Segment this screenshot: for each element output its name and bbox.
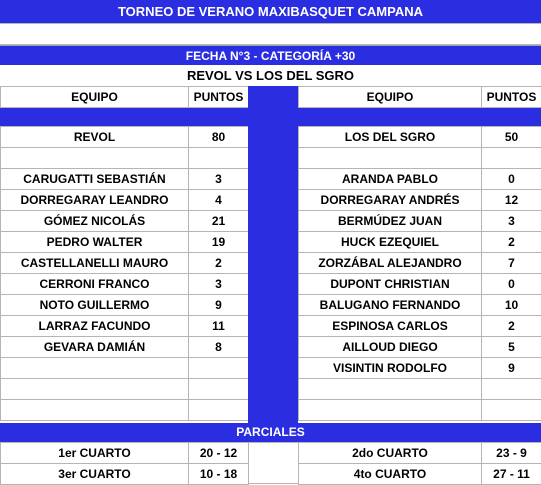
- left-player-row: [1, 190, 249, 211]
- right-team-table: [298, 86, 541, 108]
- right-player-name: VISINTIN RODOLFO: [299, 358, 482, 379]
- left-team-header: EQUIPO: [1, 87, 189, 108]
- right-player-row: [299, 379, 541, 400]
- right-player-name: DUPONT CHRISTIAN: [299, 274, 482, 295]
- left-roster: [0, 126, 249, 421]
- left-player-points: 19: [189, 232, 249, 253]
- left-player-row: [1, 232, 249, 253]
- right-player-name: ZORZÁBAL ALEJANDRO: [299, 253, 482, 274]
- right-points-header: PUNTOS: [482, 87, 541, 108]
- left-player-row: [1, 211, 249, 232]
- q1-label: 1er CUARTO: [1, 443, 189, 464]
- left-team-table: [0, 86, 249, 108]
- left-player-name: CASTELLANELLI MAURO: [1, 253, 189, 274]
- left-player-points: 8: [189, 337, 249, 358]
- right-player-row: [299, 400, 541, 421]
- left-player-points: [189, 400, 249, 421]
- center-divider-bar: [248, 86, 298, 423]
- left-player-points: 21: [189, 211, 249, 232]
- parciales-banner: PARCIALES: [0, 423, 541, 442]
- right-player-name: [299, 379, 482, 400]
- left-player-name: PEDRO WALTER: [1, 232, 189, 253]
- left-player-row: [1, 295, 249, 316]
- left-player-name: [1, 400, 189, 421]
- q4-score: 27 - 11: [482, 464, 541, 485]
- left-team-name: REVOL: [1, 127, 189, 148]
- right-player-points: 0: [482, 169, 541, 190]
- right-team-total-row: [299, 127, 541, 148]
- right-player-row: [299, 211, 541, 232]
- right-player-points: 2: [482, 316, 541, 337]
- right-player-row: [299, 190, 541, 211]
- q2-score: 23 - 9: [482, 443, 541, 464]
- quarter-row: [1, 464, 249, 485]
- quarter-row: [1, 443, 249, 464]
- left-player-name: DORREGARAY LEANDRO: [1, 190, 189, 211]
- left-player-name: [1, 358, 189, 379]
- left-player-points: [189, 379, 249, 400]
- right-player-name: ARANDA PABLO: [299, 169, 482, 190]
- right-player-points: 7: [482, 253, 541, 274]
- left-player-row: [1, 169, 249, 190]
- empty-cell: [482, 148, 541, 169]
- right-player-points: 12: [482, 190, 541, 211]
- divider: [0, 23, 541, 24]
- left-player-points: 11: [189, 316, 249, 337]
- left-player-points: [189, 358, 249, 379]
- right-player-row: [299, 253, 541, 274]
- q3-score: 10 - 18: [189, 464, 249, 485]
- left-player-name: GEVARA DAMIÁN: [1, 337, 189, 358]
- right-player-row: [299, 337, 541, 358]
- right-team-header: EQUIPO: [299, 87, 482, 108]
- right-player-row: [299, 295, 541, 316]
- left-player-name: [1, 379, 189, 400]
- empty-cell: [299, 148, 482, 169]
- right-player-row: [299, 316, 541, 337]
- right-player-row: [299, 169, 541, 190]
- right-player-points: 2: [482, 232, 541, 253]
- tournament-title: TORNEO DE VERANO MAXIBASQUET CAMPANA: [0, 0, 541, 23]
- right-player-row: [299, 358, 541, 379]
- left-player-name: GÓMEZ NICOLÁS: [1, 211, 189, 232]
- left-player-name: NOTO GUILLERMO: [1, 295, 189, 316]
- left-player-points: 9: [189, 295, 249, 316]
- empty-cell: [1, 148, 189, 169]
- right-player-points: 0: [482, 274, 541, 295]
- left-points-header: PUNTOS: [189, 87, 249, 108]
- right-player-points: 5: [482, 337, 541, 358]
- left-player-points: 2: [189, 253, 249, 274]
- q1-score: 20 - 12: [189, 443, 249, 464]
- right-player-points: [482, 379, 541, 400]
- quarter-row: [299, 464, 541, 485]
- q3-label: 3er CUARTO: [1, 464, 189, 485]
- right-player-points: 10: [482, 295, 541, 316]
- empty-cell: [189, 148, 249, 169]
- right-player-name: [299, 400, 482, 421]
- right-player-points: 3: [482, 211, 541, 232]
- left-player-row: [1, 253, 249, 274]
- left-player-row: [1, 337, 249, 358]
- left-player-row: [1, 400, 249, 421]
- right-player-points: [482, 400, 541, 421]
- right-team-score: 50: [482, 127, 541, 148]
- left-team-total-row: [1, 127, 249, 148]
- left-player-points: 3: [189, 169, 249, 190]
- fecha-category-banner: FECHA N°3 - CATEGORÍA +30: [0, 45, 541, 65]
- right-player-name: BALUGANO FERNANDO: [299, 295, 482, 316]
- right-player-name: BERMÚDEZ JUAN: [299, 211, 482, 232]
- right-player-name: HUCK EZEQUIEL: [299, 232, 482, 253]
- quarters-right: [298, 442, 541, 485]
- right-player-name: ESPINOSA CARLOS: [299, 316, 482, 337]
- right-player-row: [299, 232, 541, 253]
- right-player-name: DORREGARAY ANDRÉS: [299, 190, 482, 211]
- right-player-row: [299, 274, 541, 295]
- left-player-row: [1, 274, 249, 295]
- left-player-row: [1, 358, 249, 379]
- right-team-name: LOS DEL SGRO: [299, 127, 482, 148]
- left-team-score: 80: [189, 127, 249, 148]
- quarters-center-gap: [248, 442, 298, 484]
- q2-label: 2do CUARTO: [299, 443, 482, 464]
- right-player-points: 9: [482, 358, 541, 379]
- right-roster: [298, 126, 541, 421]
- left-player-row: [1, 379, 249, 400]
- left-player-points: 3: [189, 274, 249, 295]
- left-player-name: CARUGATTI SEBASTIÁN: [1, 169, 189, 190]
- quarters-left: [0, 442, 249, 485]
- left-player-name: CERRONI FRANCO: [1, 274, 189, 295]
- left-player-name: LARRAZ FACUNDO: [1, 316, 189, 337]
- quarter-row: [299, 443, 541, 464]
- left-player-points: 4: [189, 190, 249, 211]
- right-player-name: AILLOUD DIEGO: [299, 337, 482, 358]
- match-title: REVOL VS LOS DEL SGRO: [0, 65, 541, 87]
- q4-label: 4to CUARTO: [299, 464, 482, 485]
- left-player-row: [1, 316, 249, 337]
